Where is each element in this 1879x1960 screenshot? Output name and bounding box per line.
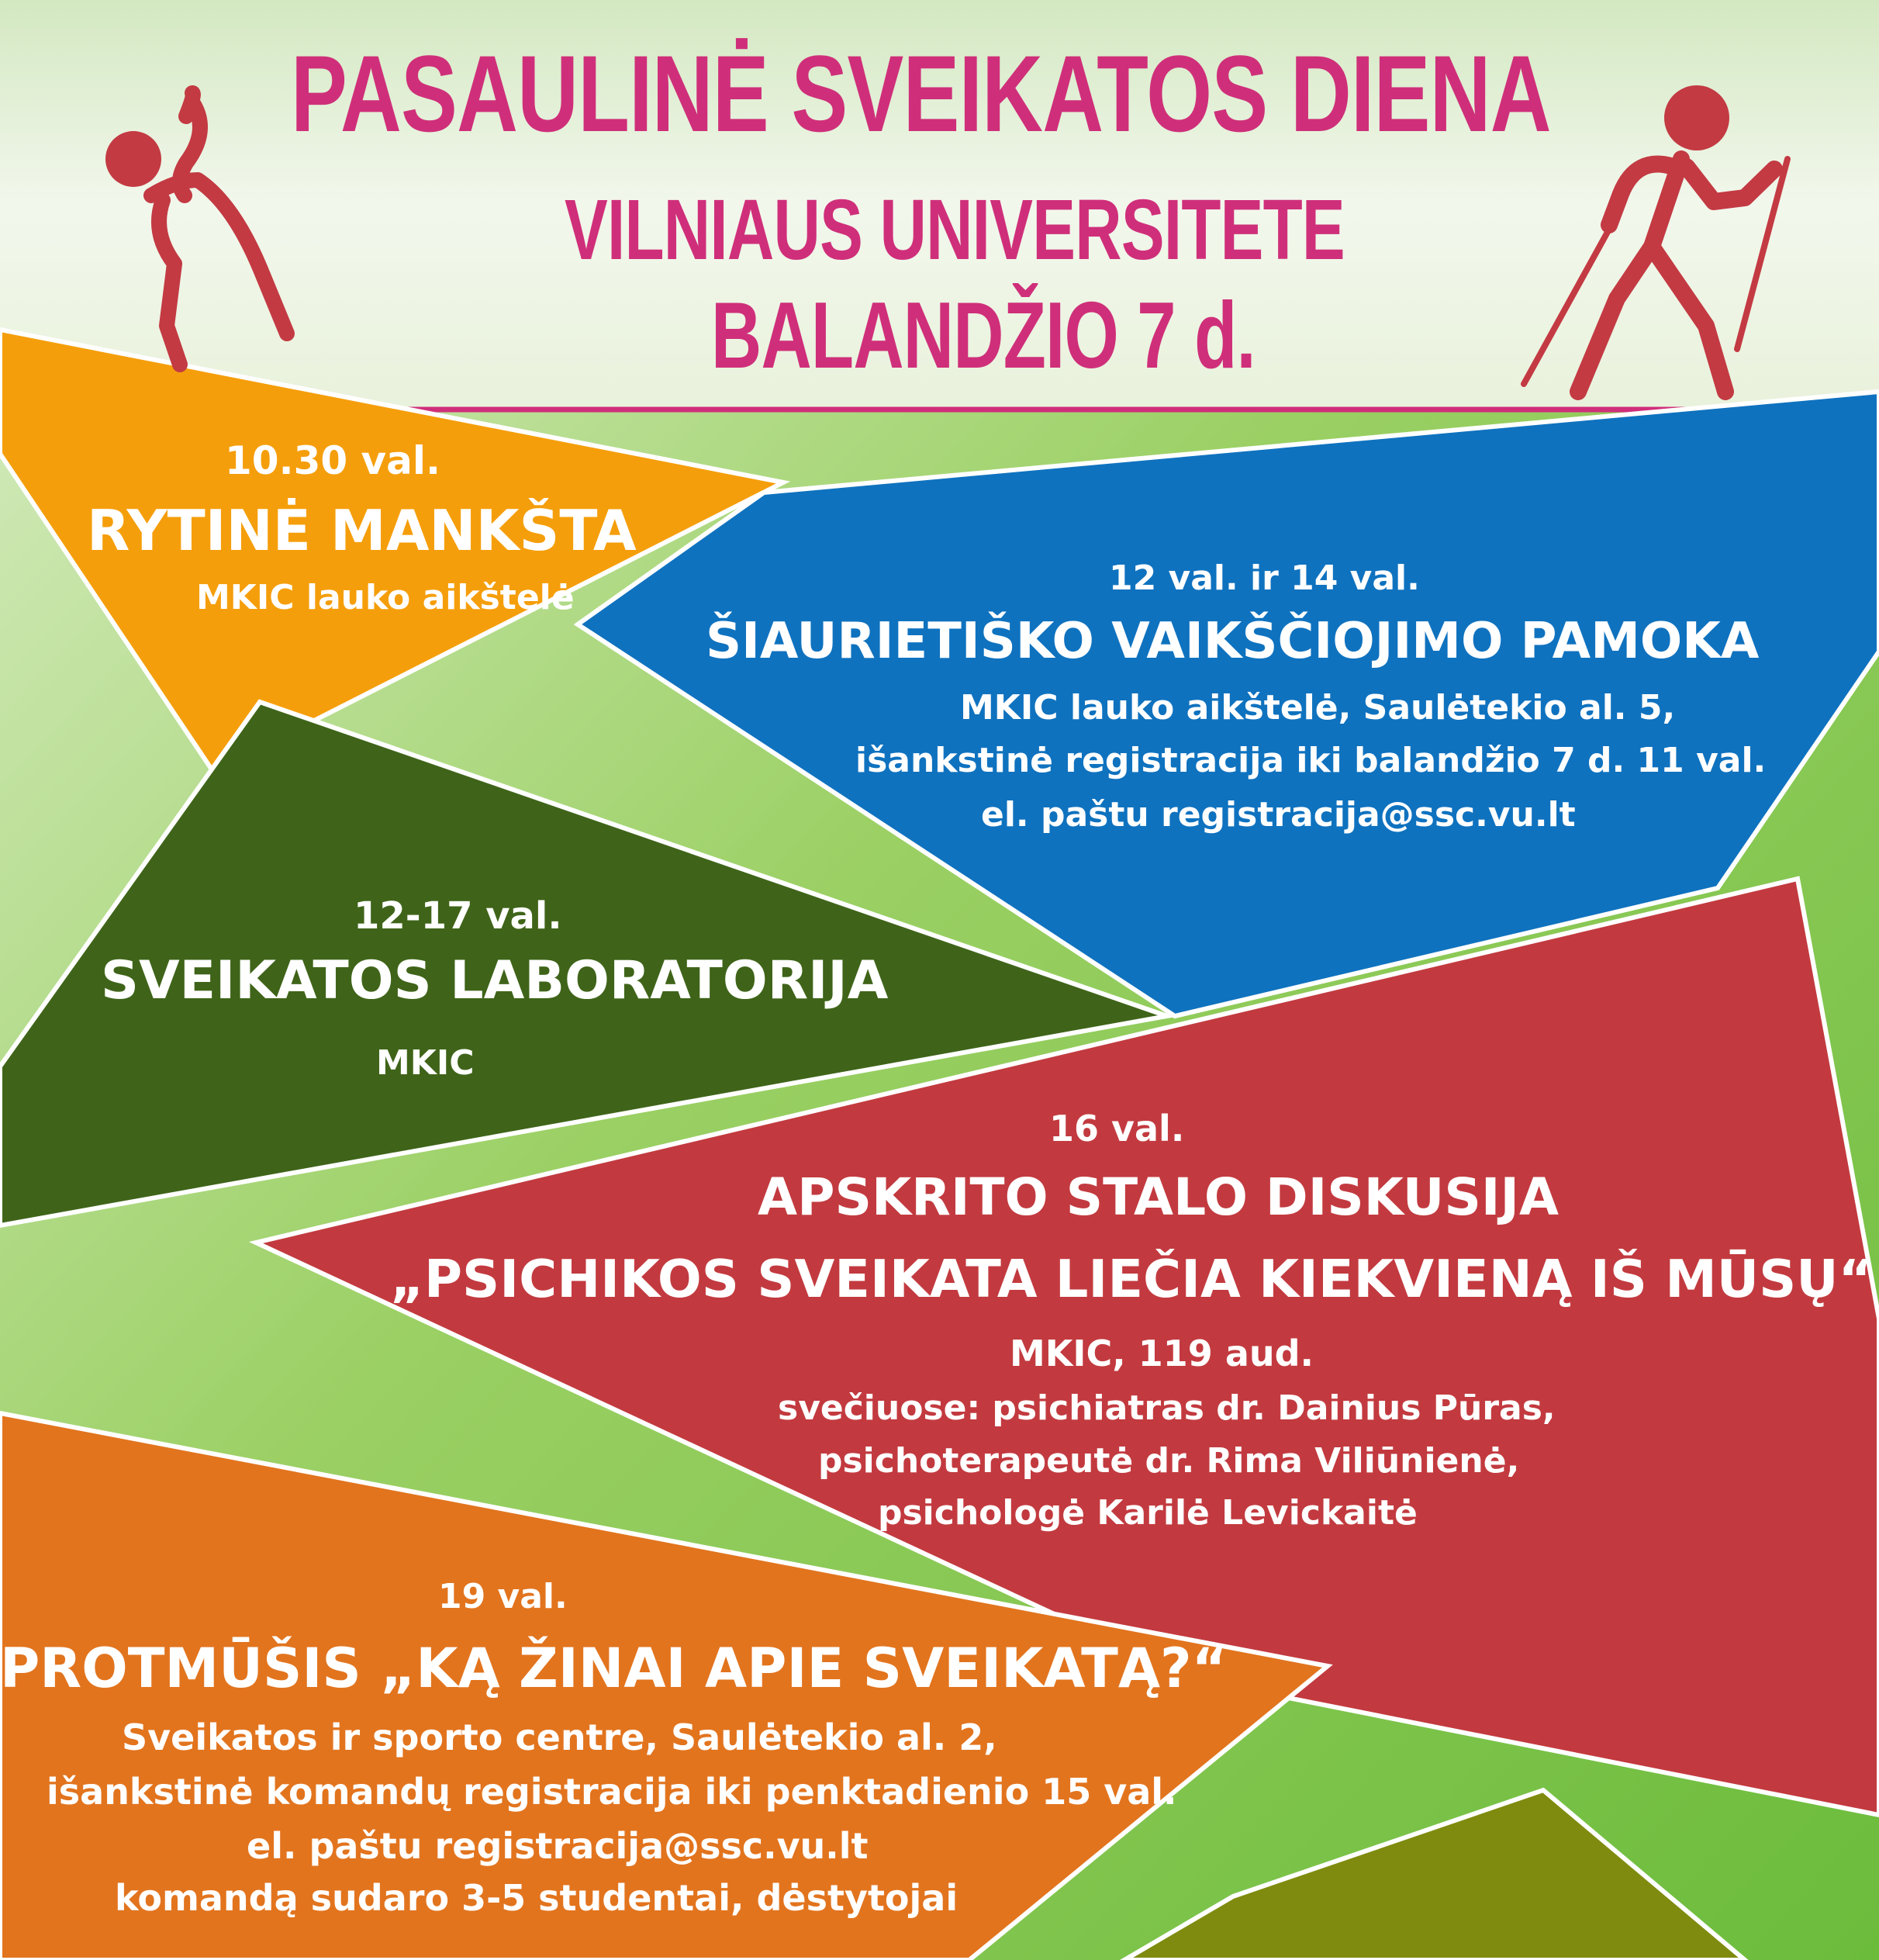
event-3-time: 12-17 val. (354, 894, 562, 938)
event-4-guest-3: psichologė Karilė Levickaitė (878, 1493, 1418, 1533)
event-4-location: MKIC, 119 aud. (1010, 1333, 1314, 1374)
event-4-guest-2: psichoterapeutė dr. Rima Viliūnienė, (818, 1441, 1520, 1481)
event-4-subtitle: „PSICHIKOS SVEIKATA LIEČIA KIEKVIENĄ IŠ MŪSŲ“ (390, 1249, 1873, 1309)
event-1-time: 10.30 val. (225, 438, 441, 483)
event-5-registration: išankstinė komandų registracija iki penktadienio 15 val. (47, 1771, 1177, 1813)
event-2-title: ŠIAURIETIŠKO VAIKŠČIOJIMO PAMOKA (706, 613, 1760, 670)
event-5-team: komandą sudaro 3-5 studentai, dėstytojai (115, 1877, 958, 1919)
event-3-title: SVEIKATOS LABORATORIJA (101, 950, 889, 1011)
page-subtitle: VILNIAUS UNIVERSITETE (565, 182, 1345, 278)
page-title: PASAULINĖ SVEIKATOS DIENA (291, 33, 1551, 154)
event-3-location: MKIC (376, 1043, 475, 1083)
event-2-time: 12 val. ir 14 val. (1109, 558, 1420, 598)
event-4-guest-1: svečiuose: psichiatras dr. Dainius Pūras, (778, 1388, 1556, 1428)
event-5-location: Sveikatos ir sporto centre, Saulėtekio al. 2, (122, 1716, 997, 1758)
event-2-email: el. paštu registracija@ssc.vu.lt (981, 795, 1576, 835)
event-5-email: el. paštu registracija@ssc.vu.lt (247, 1825, 869, 1867)
event-5-time: 19 val. (438, 1577, 568, 1616)
event-1-location: MKIC lauko aikštelė (196, 578, 575, 617)
event-2-location: MKIC lauko aikštelė, Saulėtekio al. 5, (960, 688, 1676, 728)
event-date: BALANDŽIO 7 d. (711, 282, 1256, 388)
event-2-registration: išankstinė registracija iki balandžio 7 d. 11 val. (855, 741, 1767, 780)
event-1-title: RYTINĖ MANKŠTA (87, 498, 637, 563)
event-5-title: PROTMŪŠIS „KĄ ŽINAI APIE SVEIKATĄ?“ (0, 1637, 1228, 1700)
event-4-time: 16 val. (1049, 1108, 1185, 1149)
event-4-title: APSKRITO STALO DISKUSIJA (758, 1167, 1560, 1227)
